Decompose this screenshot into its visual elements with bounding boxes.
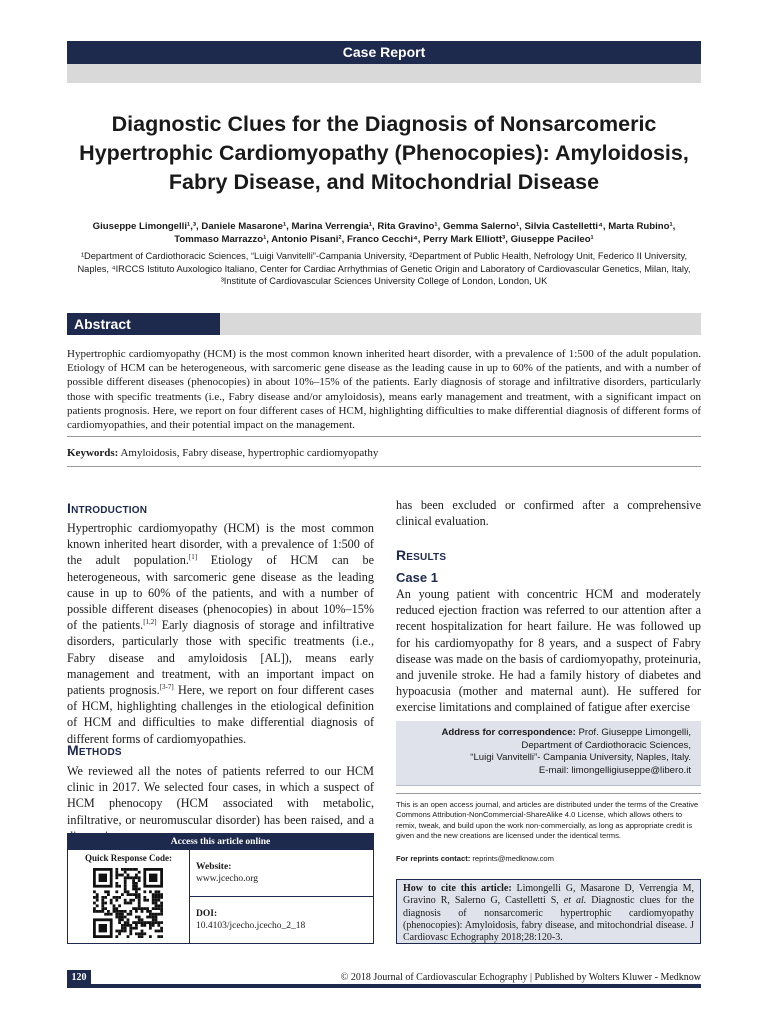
author-name: Tommaso Marrazzo¹, <box>174 234 272 245</box>
author-name: Silvia Castelletti⁴, <box>524 221 609 232</box>
author-name: Giuseppe Limongelli¹,³, <box>92 221 202 232</box>
correspondence-address <box>401 727 691 777</box>
affiliations: ¹Department of Cardiothoracic Sciences, “Luigi Vanvitelli”-Campania University, ²Department of Public Health, Nefrology Unit, Federico II University, Naples, ⁴IRCCS Istituto Auxologico Italiano, Center for Cardiac Arrhythmias of Genetic Origin and Laboratory of Cardiovascular Genetics, Milan, Italy, ³Institute of Cardiovascular Sciences University College of London, London, UK <box>77 251 691 286</box>
doi-link[interactable]: 10.4103/jcecho.jcecho_2_18 <box>196 921 306 931</box>
abstract-heading: Abstract <box>67 313 220 335</box>
keywords <box>67 446 701 460</box>
intro-sentence: Etiology of HCM can be heterogeneous, with sarcomeric gene disease as the leading cause in up to 60% of the patients, and with a number of possible different diseases (phenocopies) in about 10%–15% of the patients. <box>67 553 374 633</box>
citation-box <box>396 879 701 944</box>
divider <box>67 436 701 437</box>
correspondence-line: Department of Cardiothoracic Sciences, <box>521 739 691 751</box>
intro-sentence: Hypertrophic cardiomyopathy (HCM) is the most common known inherited heart disorder, with a prevalence of 1:500 of the adult population. <box>67 521 374 568</box>
correspondence-email[interactable]: E-mail: limongelligiuseppe@libero.it <box>538 764 691 776</box>
divider <box>396 793 701 794</box>
intro-sentence: Here, we report on four different cases of HCM, highlighting challenges in the etiological definition of HCM and difficulties to make differential diagnosis of different forms of cardiomyopathies. <box>67 683 374 746</box>
qr-label: Quick Response Code: <box>84 853 172 863</box>
citation-etal: et al. <box>563 895 587 907</box>
case-1-heading: Case 1 <box>396 570 438 585</box>
correspondence-line: “Luigi Vanvitelli”- Campania University, Naples, Italy. <box>470 752 691 763</box>
keywords-value: Amyloidosis, Fabry disease, hypertrophic cardiomyopathy <box>120 447 379 459</box>
author-name: Giuseppe Pacileo¹ <box>510 234 594 245</box>
abstract-text: Hypertrophic cardiomyopathy (HCM) is the most common known inherited heart disorder, with a prevalence of 1:500 of the adult population. Etiology of HCM can be heterogeneous, with sarcomeric gene disease as the leading cause in up to 60% of the patients, and with a number of possible different diseases (phenocopies) in about 10%–15% of the patients. Early diagnosis of storage and infiltrative disorders, particularly those with specific treatments (i.e., Fabry disease and/or amyloidosis), means early management and treatment, with a significant impact on patients prognosis. Here, we report on four different cases of HCM, highlighting difficulties to make differential diagnosis of different forms of cardiomyopathies, and their potential impact on the management. <box>67 348 701 432</box>
website-label: Website: <box>196 862 232 872</box>
author-name: Rita Gravino¹, <box>377 221 443 232</box>
methods-continued: has been excluded or confirmed after a comprehensive clinical evaluation. <box>396 498 701 529</box>
footer-text: © 2018 Journal of Cardiovascular Echography | Published by Wolters Kluwer - Medknow <box>340 972 701 983</box>
qr-cell <box>68 850 190 943</box>
author-name: Marina Verrengia¹, <box>291 221 378 232</box>
author-name: Antonio Pisani², <box>271 234 347 245</box>
license-text: This is an open access journal, and articles are distributed under the terms of the Creative Commons Attribution-NonCommercial-ShareAlike 4.0 License, which allows others to remix, tweak, and build upon the work non-commercially, as long as appropriate credit is given and the new creations are licensed under the identical terms. <box>396 800 699 841</box>
correspondence-name: Prof. Giuseppe Limongelli, <box>578 727 691 738</box>
website-link[interactable]: www.jcecho.org <box>196 874 258 884</box>
section-label: Case Report <box>67 41 701 64</box>
page-number: 120 <box>67 970 91 985</box>
footer-band <box>67 985 701 988</box>
author-name: Daniele Masarone¹, <box>201 221 292 232</box>
article-title: Diagnostic Clues for the Diagnosis of Nonsarcomeric Hypertrophic Cardiomyopathy (Phenocopies): Amyloidosis, Fabry Disease, and Mitochondrial Disease <box>79 112 689 194</box>
author-name: Marta Rubino¹, <box>608 221 676 232</box>
header-band <box>67 64 701 83</box>
methods-heading: Methods <box>67 742 122 758</box>
correspondence-label: Address for correspondence: <box>441 727 576 738</box>
doi-label: DOI: <box>196 909 218 919</box>
author-name: Franco Cecchi⁴, <box>346 234 424 245</box>
introduction-heading: Introduction <box>67 500 148 516</box>
keywords-label: Keywords: <box>67 447 119 459</box>
website-cell <box>190 850 373 897</box>
citation-ref[interactable]: [1,2] <box>143 618 157 627</box>
divider <box>67 466 701 467</box>
citation-ref[interactable]: [3-7] <box>159 682 174 691</box>
citation-body: Diagnostic clues for the diagnosis of nonsarcomeric hypertrophic cardiomyopathy (phenocopies): Amyloidosis, fabry disease, and mitochondrial disease. J Cardiovasc Echography 2018;28:120-3. <box>403 895 695 944</box>
qr-code-icon[interactable] <box>93 868 163 938</box>
results-text: An young patient with concentric HCM and moderately reduced ejection fraction was referred to our attention after a recent hospitalization for heart failure. He was followed up for his cardiomyopathy for 8 years, and a suspect of Fabry disease was made on the basis of cardiomyopathy, proteinuria, and juvenile stroke. He had a family history of diabetes and hypoacusia (mother and maternal aunt). He suffered for exercise limitations and complained of fatigue after exercise <box>396 587 701 715</box>
introduction-text <box>67 520 374 747</box>
access-heading: Access this article online <box>68 834 373 850</box>
reprints-line <box>396 854 701 863</box>
author-list <box>72 220 696 246</box>
doi-cell <box>190 897 373 943</box>
results-heading: Results <box>396 547 447 563</box>
citation-authors: Limongelli G, Masarone D, Verrengia M, Gravino R, Salerno G, Castelletti S, <box>403 883 694 907</box>
correspondence-box <box>396 721 701 786</box>
methods-text: We reviewed all the notes of patients referred to our HCM clinic in 2017. We selected four cases, in which a suspect of HCM phenocopy (HCM associated with metabolic, infiltrative, or neuromuscular disorder) has been raised, and a <box>67 764 374 827</box>
citation-ref[interactable]: [1] <box>188 553 198 562</box>
author-name: Perry Mark Elliott³, <box>423 234 511 245</box>
reprints-email[interactable]: reprints@medknow.com <box>472 854 554 863</box>
author-name: Gemma Salerno¹, <box>442 221 525 232</box>
reprints-label: For reprints contact: <box>396 854 471 863</box>
intro-sentence: Early diagnosis of storage and infiltrative disorders, particularly those with specific treatments (i.e., Fabry disease and amyloidosis [AL]), means early management and treatment, with an important impact on patients prognosis. <box>67 618 374 698</box>
access-box <box>67 833 374 944</box>
citation-label: How to cite this article: <box>403 883 512 894</box>
